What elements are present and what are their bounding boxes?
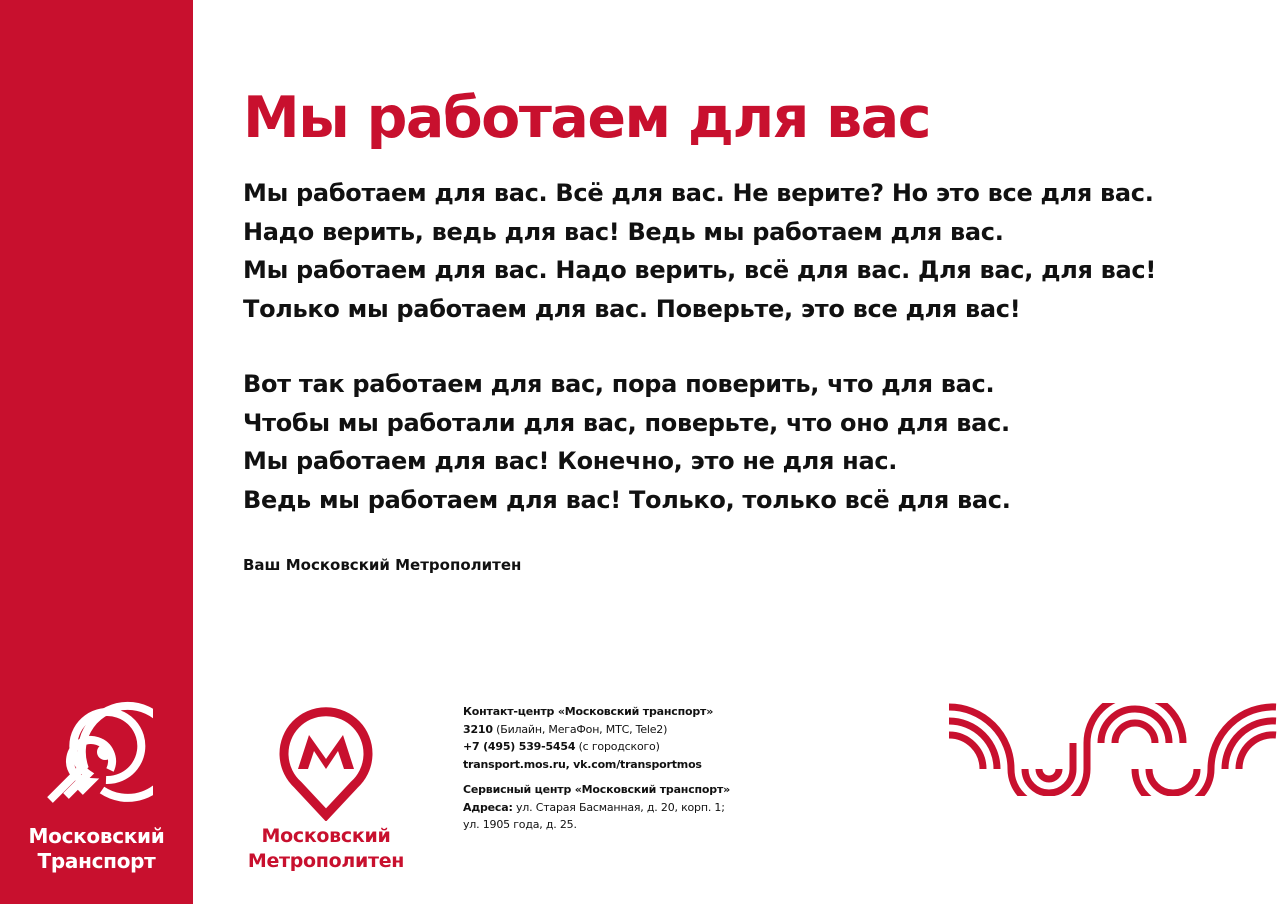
mos-wave-logo-icon bbox=[945, 703, 1280, 796]
poem-line: Мы работаем для вас. Надо верить, всё для вас. Для вас, для вас! bbox=[243, 256, 1156, 284]
contact-center-title: Контакт-центр «Московский транспорт» bbox=[463, 705, 714, 718]
poem-line: Чтобы мы работали для вас, поверьте, что оно для вас. bbox=[243, 408, 1010, 437]
poem-line: Мы работаем для вас! Конечно, это не для нас. bbox=[243, 447, 898, 475]
phone-note: (с городского) bbox=[575, 740, 660, 753]
poem-body bbox=[243, 174, 1156, 556]
address-2: ул. 1905 года, д. 25. bbox=[463, 818, 577, 831]
contact-links[interactable]: transport.mos.ru, vk.com/transportmos bbox=[463, 757, 702, 771]
metro-wordmark bbox=[226, 824, 426, 874]
metro-wordmark-line1: Московский bbox=[261, 825, 391, 847]
stanza-1 bbox=[243, 174, 1156, 328]
stanza-2 bbox=[243, 365, 1156, 519]
phone-number[interactable]: +7 (495) 539-5454 bbox=[463, 740, 576, 753]
metro-m-logo-icon bbox=[276, 703, 376, 821]
poem-line: Мы работаем для вас. Всё для вас. Не верите? Но это все для вас. bbox=[243, 179, 1154, 207]
address-line-1 bbox=[463, 799, 793, 817]
short-number-line bbox=[463, 721, 793, 739]
address-1: ул. Старая Басманная, д. 20, корп. 1; bbox=[512, 800, 725, 814]
red-side-bar bbox=[0, 0, 193, 904]
poem-line: Надо верить, ведь для вас! Ведь мы работаем для вас. bbox=[243, 217, 1004, 246]
phone-line bbox=[463, 738, 793, 756]
page-title: Мы работаем для вас bbox=[243, 85, 930, 151]
short-number-operators: (Билайн, МегаФон, МТС, Tele2) bbox=[492, 722, 668, 736]
moscow-transport-wordmark bbox=[0, 824, 193, 874]
signature: Ваш Московский Метрополитен bbox=[243, 556, 522, 574]
short-number[interactable]: 3210 bbox=[463, 722, 493, 736]
address-label: Адреса: bbox=[463, 800, 513, 814]
transport-wordmark-line1: Московский bbox=[28, 824, 165, 848]
transport-wordmark-line2: Транспорт bbox=[37, 849, 156, 873]
service-center-title: Сервисный центр «Московский транспорт» bbox=[463, 783, 731, 796]
poem-line: Вот так работаем для вас, пора поверить, что для вас. bbox=[243, 370, 995, 398]
poem-line: Ведь мы работаем для вас! Только, только всё для вас. bbox=[243, 485, 1011, 514]
poem-line: Только мы работаем для вас. Поверьте, это все для вас! bbox=[243, 294, 1021, 323]
metro-wordmark-line2: Метрополитен bbox=[247, 850, 405, 872]
contact-block bbox=[463, 703, 793, 834]
moscow-transport-logo-icon bbox=[40, 700, 153, 813]
